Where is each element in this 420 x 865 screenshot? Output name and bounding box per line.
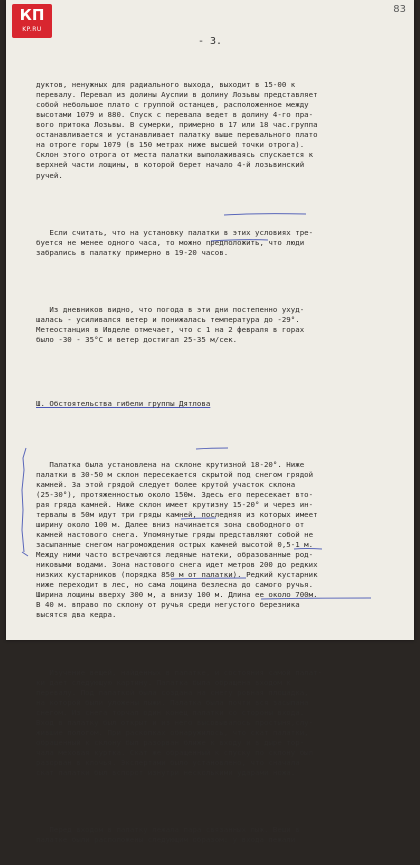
text-line: буется не менее одного часа, то можно предположить, что люди — [36, 237, 305, 247]
text-line: ручей. — [36, 170, 63, 180]
text-line: дуктов, ненужных для радиального выхода, выходит в 15-00 к — [36, 80, 296, 90]
paragraph-route — [36, 80, 396, 180]
text-line: Палатка была установлена на склоне крутизной 18-20°. Ниже — [36, 459, 305, 469]
section-heading: Ш. Обстоятельства гибели группы Дятлова — [36, 399, 211, 409]
text-line: останавливается и устанавливает палатку выше перевального плато — [36, 130, 318, 140]
text-line: В 40 м. вправо по склону от ручья среди негустого березника — [36, 600, 300, 610]
text-line: камней. За этой грядой следует более крутой участок склона — [36, 479, 296, 489]
text-line: высятся два кедра. — [36, 610, 117, 620]
text-line: рая гряда камней. Ниже склон имеет крутизну 15-20° и через ин- — [36, 499, 314, 509]
text-line: (25-30°), протяженностью около 150м. Здесь его пересекает вто- — [36, 489, 314, 499]
text-line: ки дает следующую картину. Палатка была обращена входом к — [36, 677, 291, 687]
text-line: никовыми водами. Зона настового снега идет метров 200 до редких — [36, 560, 318, 570]
paragraph-items — [36, 825, 396, 845]
logo-caption: KP.RU — [22, 26, 42, 33]
text-line: обращенный к склону был разорван ближе к входу и в дыре тор- — [36, 737, 305, 747]
text-line: Если считать, что на установку палатки в этих условиях тре- — [36, 227, 314, 237]
text-line: камней настового снега. Упомянутые гряды представляют собой не — [36, 529, 314, 539]
document-page — [6, 0, 414, 845]
text-line: палатке были расположены следующим образом: у входа лежали — [36, 835, 296, 845]
text-line: Вход в палатку был открыт и из него высовывалось простыня,слу- — [36, 717, 314, 727]
text-line: засыпанные снегом нагромождения острых камней высотой 0,5-1 м. — [36, 540, 314, 550]
text-line: забрались в палатку примерно в 19-20 часов. — [36, 247, 229, 257]
paragraph-tent-state — [36, 668, 396, 779]
text-line: жившие пологом. При раскопках обнаружилось, что скат палатки, — [36, 727, 309, 737]
text-line: Из дневников видно, что погода в эти дни постепенно ухуд- — [36, 305, 305, 315]
text-line: было -30 - 35°С и ветер достигал 25-35 м/сек. — [36, 335, 238, 345]
text-line: на которой были уложены лыжи. Палатка была почти вся засыпана — [36, 697, 309, 707]
text-line: тервалы в 50м идут три гряды камней, последняя из которых имеет — [36, 509, 318, 519]
text-line: разорван в клочья. Экспертами было установлено, что сначала — [36, 758, 300, 767]
text-line: перевалу. Под палаткой была создана на снегу ровная площадка, — [36, 687, 309, 697]
text-line: Ширина лощины вверху 300 м, а внизу 100 м. Длина ее около 700м. — [36, 590, 318, 600]
text-line: ширину около 100 м. Далее вниз начинается зона свободного от — [36, 519, 305, 529]
text-line: Перед входом в палатку лежала пара связанных лыж. Вещи в — [36, 825, 300, 835]
archive-folio-number: 83 — [393, 4, 406, 15]
text-line: верхней части лощины, в которой берет начало 4-й лозьвинский — [36, 160, 305, 170]
paragraph-tent-time — [36, 228, 396, 258]
text-line: низких кустарников (порядка 850 м от палатки). Редкий кустарник — [36, 570, 318, 580]
text-line: скат палатки был вспорот изнутри несколькими ударами ножа. — [36, 768, 296, 778]
text-line: Метеостанция в Ивделе отмечает, что с 1 на 2 февраля в горах — [36, 325, 305, 335]
text-line: Изучение вещей, найденных в палатке, и состояния самой палат- — [36, 667, 323, 677]
ink-margin-mark — [22, 448, 26, 552]
logo-mark: КП — [19, 6, 45, 24]
ink-margin-mark — [22, 552, 28, 556]
text-line: ниже переходит в лес, но сама лощина безлесна до самого ручья. — [36, 580, 314, 590]
text-line: собой небольшое плато с группой останцев, расположенное между — [36, 100, 309, 110]
text-line: шалась - усиливался ветер и понижалась температура до -29°. — [36, 315, 300, 325]
paragraph-slope — [36, 460, 396, 621]
text-line: высотами 1079 и 880. Спуск с перевала ведет в долину 4-го пра- — [36, 110, 314, 120]
text-line: палатки в 30-50 м склон пересекается скрытой под снегом грядой — [36, 469, 314, 479]
text-line: чала меховая куртка. Скат же обращенный к спуску по склону был — [36, 747, 314, 757]
text-line: вого притока Лозьвы. В сумерки, примерно в 17 или 18 час.группа — [36, 120, 318, 130]
kp-logo — [12, 4, 52, 38]
text-line: Между ними часто встречаются ледяные натеки, образованные род- — [36, 550, 314, 560]
page-number: - 3. — [197, 36, 223, 47]
text-line: перевалу. Перевал из долины Ауспии в долину Лозьвы представляет — [36, 90, 318, 100]
text-line: снегом. Из снега торчал один конец палатки со стороны входа. — [36, 707, 305, 717]
text-line: Склон этого отрога от места палатки выполаживаясь спускается к — [36, 150, 314, 160]
paragraph-weather — [36, 305, 396, 345]
text-line: на отроге горы 1079 (в 150 метрах ниже высшей точки отрога). — [36, 140, 305, 150]
typewritten-body — [36, 60, 396, 865]
